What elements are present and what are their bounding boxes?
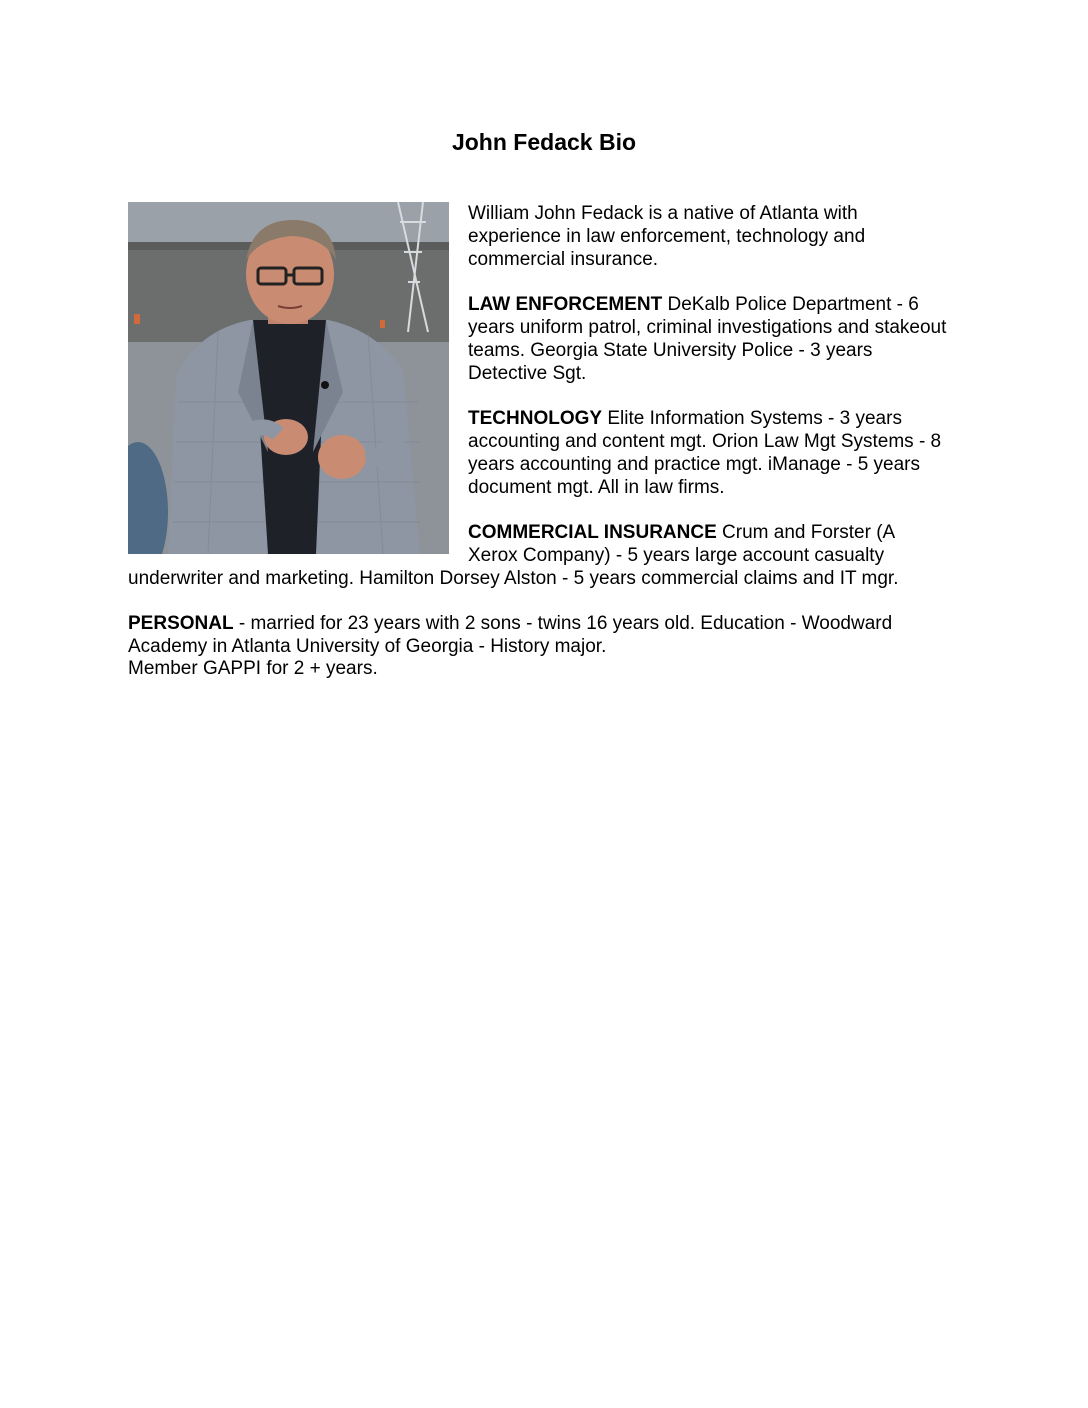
personal-text: - married for 23 years with 2 sons - twins 16 years old. Education - Woodward xyxy=(233,613,893,634)
section-heading-commercial-insurance: COMMERCIAL INSURANCE xyxy=(468,522,717,543)
technology-first-line xyxy=(468,407,902,430)
law-enforcement-text: DeKalb Police Department - 6 xyxy=(662,294,919,315)
law-enforcement-line: Detective Sgt. xyxy=(468,363,587,384)
commercial-insurance-line: Xerox Company) - 5 years large account casualty xyxy=(468,545,885,566)
section-heading-technology: TECHNOLOGY xyxy=(468,408,603,429)
law-enforcement-line: years uniform patrol, criminal investigations and stakeout xyxy=(468,317,947,338)
technology-line: document mgt. All in law firms. xyxy=(468,477,725,498)
commercial-insurance-text: Crum and Forster (A xyxy=(716,522,896,543)
personal-line: Member GAPPI for 2 + years. xyxy=(128,658,378,679)
page-title: John Fedack Bio xyxy=(451,129,637,155)
portrait-illustration xyxy=(128,202,449,554)
law-enforcement-first-line xyxy=(468,293,919,316)
technology-line: years accounting and practice mgt. iManage - 5 years xyxy=(468,454,921,475)
intro-line: experience in law enforcement, technology and xyxy=(468,226,866,247)
commercial-insurance-first-line xyxy=(468,521,895,544)
portrait-photo xyxy=(128,202,449,554)
intro-line: commercial insurance. xyxy=(468,249,659,270)
section-heading-personal: PERSONAL xyxy=(128,613,234,634)
section-heading-law-enforcement: LAW ENFORCEMENT xyxy=(468,294,663,315)
technology-text: Elite Information Systems - 3 years xyxy=(602,408,902,429)
personal-line: Academy in Atlanta University of Georgia - History major. xyxy=(128,636,607,657)
technology-line: accounting and content mgt. Orion Law Mgt Systems - 8 xyxy=(468,431,942,452)
commercial-insurance-line: underwriter and marketing. Hamilton Dorsey Alston - 5 years commercial claims and IT mgr. xyxy=(128,568,899,589)
law-enforcement-line: teams. Georgia State University Police - 3 years xyxy=(468,340,873,361)
personal-first-line xyxy=(128,612,892,635)
intro-line: William John Fedack is a native of Atlanta with xyxy=(468,203,858,224)
